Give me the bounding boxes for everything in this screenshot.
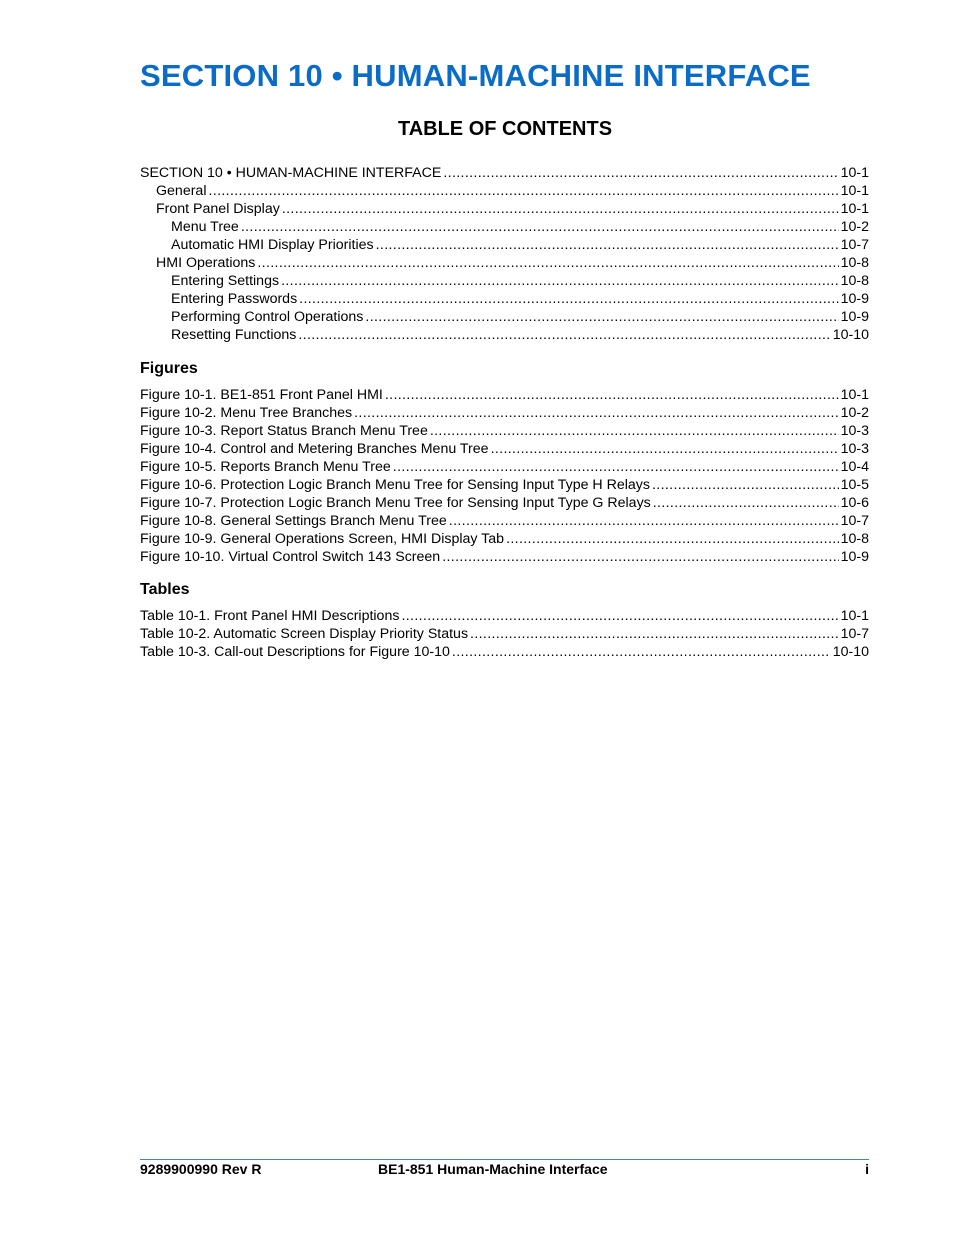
contents-list xyxy=(140,164,869,344)
toc-entry[interactable] xyxy=(140,308,869,326)
toc-entry-page: 10-9 xyxy=(840,309,869,325)
dot-leader xyxy=(376,236,839,254)
figure-entry-page: 10-3 xyxy=(840,441,869,457)
toc-entry-page: 10-8 xyxy=(840,255,869,271)
figure-entry[interactable] xyxy=(140,458,869,476)
toc-entry-page: 10-1 xyxy=(840,165,869,181)
toc-entry-title: SECTION 10 • HUMAN-MACHINE INTERFACE xyxy=(140,165,442,181)
figure-entry-title: Figure 10-2. Menu Tree Branches xyxy=(140,405,353,421)
tables-heading: Tables xyxy=(140,581,190,598)
dot-leader xyxy=(506,530,839,548)
figure-entry-title: Figure 10-1. BE1-851 Front Panel HMI xyxy=(140,387,383,403)
figure-entry[interactable] xyxy=(140,548,869,566)
figure-entry[interactable] xyxy=(140,494,869,512)
figure-entry-title: Figure 10-7. Protection Logic Branch Menu Tree for Sensing Input Type G Relays xyxy=(140,495,651,511)
dot-leader xyxy=(401,607,838,625)
figure-entry[interactable] xyxy=(140,386,869,404)
table-entry-title: Table 10-3. Call-out Descriptions for Figure 10-10 xyxy=(140,644,450,660)
figure-entry-page: 10-2 xyxy=(840,405,869,421)
figure-entry-page: 10-1 xyxy=(840,387,869,403)
dot-leader xyxy=(449,512,839,530)
dot-leader xyxy=(443,164,838,182)
dot-leader xyxy=(470,625,839,643)
figure-entry-page: 10-6 xyxy=(840,495,869,511)
table-entry-title: Table 10-2. Automatic Screen Display Priority Status xyxy=(140,626,469,642)
dot-leader xyxy=(393,458,839,476)
dot-leader xyxy=(298,326,830,344)
dot-leader xyxy=(281,272,839,290)
toc-entry-page: 10-1 xyxy=(840,183,869,199)
toc-entry-title: Performing Control Operations xyxy=(171,309,364,325)
dot-leader xyxy=(354,404,838,422)
dot-leader xyxy=(442,548,838,566)
toc-entry-page: 10-9 xyxy=(840,291,869,307)
dot-leader xyxy=(652,476,839,494)
figure-entry-page: 10-7 xyxy=(840,513,869,529)
figure-entry-page: 10-3 xyxy=(840,423,869,439)
dot-leader xyxy=(365,308,838,326)
figures-heading: Figures xyxy=(140,360,198,377)
footer-doc-number: 9289900990 Rev R xyxy=(140,1161,262,1177)
figure-entry-title: Figure 10-8. General Settings Branch Menu Tree xyxy=(140,513,447,529)
figure-entry[interactable] xyxy=(140,476,869,494)
dot-leader xyxy=(208,182,838,200)
figure-entry-title: Figure 10-9. General Operations Screen, HMI Display Tab xyxy=(140,531,505,547)
toc-entry-title: Resetting Functions xyxy=(171,327,297,343)
figure-entry-page: 10-4 xyxy=(840,459,869,475)
toc-entry-title: Entering Passwords xyxy=(171,291,298,307)
dot-leader xyxy=(653,494,839,512)
toc-entry-title: Entering Settings xyxy=(171,273,280,289)
table-entry[interactable] xyxy=(140,607,869,625)
toc-heading: TABLE OF CONTENTS xyxy=(397,118,613,140)
toc-entry-page: 10-1 xyxy=(840,201,869,217)
table-entry-page: 10-10 xyxy=(832,644,869,660)
toc-entry-title: Automatic HMI Display Priorities xyxy=(171,237,374,253)
dot-leader xyxy=(299,290,838,308)
figures-list xyxy=(140,386,869,566)
toc-entry-page: 10-2 xyxy=(840,219,869,235)
figure-entry[interactable] xyxy=(140,422,869,440)
figure-entry-title: Figure 10-3. Report Status Branch Menu Tree xyxy=(140,423,428,439)
toc-entry[interactable] xyxy=(140,182,869,200)
table-entry-title: Table 10-1. Front Panel HMI Descriptions xyxy=(140,608,400,624)
dot-leader xyxy=(491,440,839,458)
figure-entry[interactable] xyxy=(140,440,869,458)
figure-entry-page: 10-9 xyxy=(840,549,869,565)
dot-leader xyxy=(257,254,838,272)
figure-entry-title: Figure 10-4. Control and Metering Branches Menu Tree xyxy=(140,441,489,457)
figure-entry-title: Figure 10-6. Protection Logic Branch Menu Tree for Sensing Input Type H Relays xyxy=(140,477,650,493)
table-entry[interactable] xyxy=(140,625,869,643)
section-title: SECTION 10 • HUMAN-MACHINE INTERFACE xyxy=(140,58,811,93)
toc-entry[interactable] xyxy=(140,326,869,344)
toc-entry-page: 10-10 xyxy=(832,327,869,343)
figure-entry-page: 10-8 xyxy=(840,531,869,547)
table-entry-page: 10-1 xyxy=(840,608,869,624)
figure-entry[interactable] xyxy=(140,530,869,548)
dot-leader xyxy=(282,200,839,218)
toc-entry[interactable] xyxy=(140,236,869,254)
toc-entry-page: 10-8 xyxy=(840,273,869,289)
figure-entry-title: Figure 10-5. Reports Branch Menu Tree xyxy=(140,459,391,475)
figure-entry-page: 10-5 xyxy=(840,477,869,493)
toc-entry-title: Front Panel Display xyxy=(156,201,280,217)
figure-entry-title: Figure 10-10. Virtual Control Switch 143 Screen xyxy=(140,549,441,565)
toc-entry-title: HMI Operations xyxy=(156,255,256,271)
toc-entry[interactable] xyxy=(140,200,869,218)
toc-entry[interactable] xyxy=(140,254,869,272)
dot-leader xyxy=(452,643,831,661)
footer-rule xyxy=(140,1159,869,1160)
toc-entry-title: General xyxy=(156,183,207,199)
toc-entry-title: Menu Tree xyxy=(171,219,239,235)
toc-entry-page: 10-7 xyxy=(840,237,869,253)
tables-list xyxy=(140,607,869,661)
toc-entry[interactable] xyxy=(140,164,869,182)
figure-entry[interactable] xyxy=(140,404,869,422)
toc-entry[interactable] xyxy=(140,290,869,308)
toc-entry[interactable] xyxy=(140,272,869,290)
toc-entry[interactable] xyxy=(140,218,869,236)
footer-doc-title: BE1-851 Human-Machine Interface xyxy=(378,1161,608,1177)
dot-leader xyxy=(385,386,839,404)
dot-leader xyxy=(241,218,839,236)
footer-page-number: i xyxy=(865,1161,869,1177)
table-entry-page: 10-7 xyxy=(840,626,869,642)
table-entry[interactable] xyxy=(140,643,869,661)
figure-entry[interactable] xyxy=(140,512,869,530)
dot-leader xyxy=(430,422,839,440)
